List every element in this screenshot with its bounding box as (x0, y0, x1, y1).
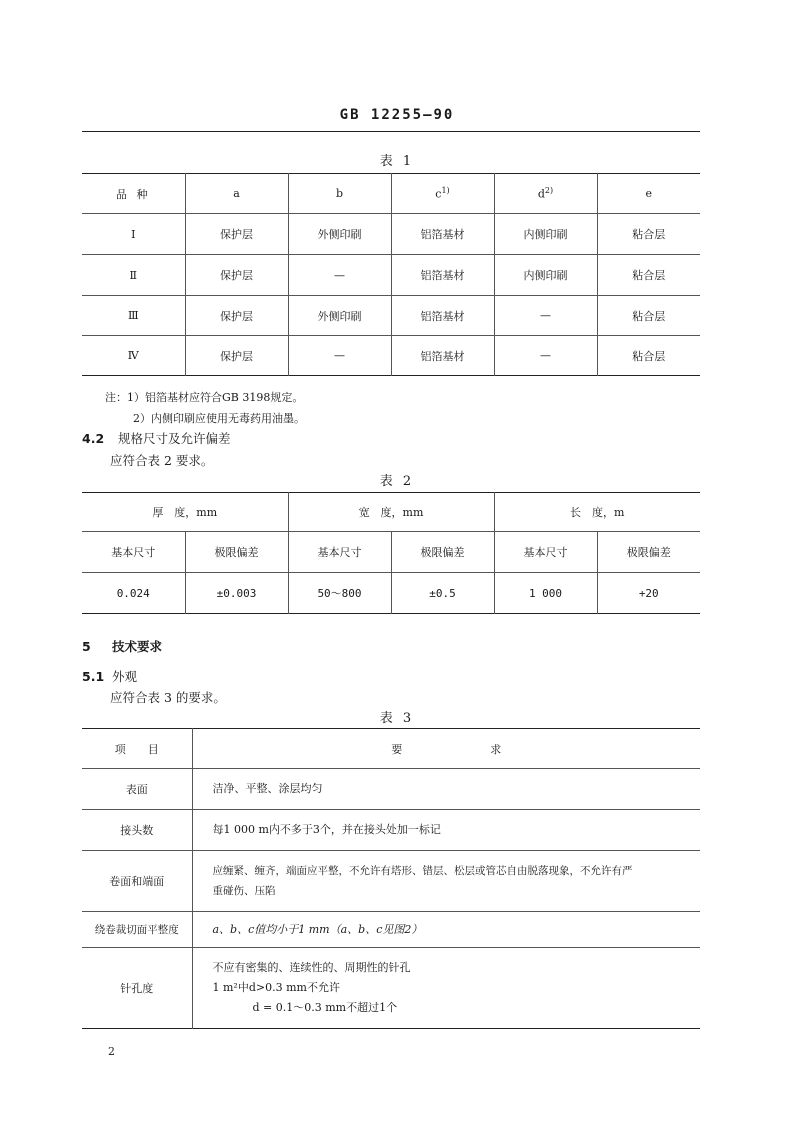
table-cell: Ⅰ (82, 214, 185, 255)
section-title: 外观 (112, 669, 138, 684)
table-cell: 卷面和端面 (82, 851, 192, 912)
table2-group-cell: 厚 度，mm (152, 506, 218, 519)
table-cell: — (494, 336, 597, 376)
table1-note-1: 注：1）铝箔基材应符合GB 3198规定。 (105, 391, 304, 404)
section-number: 5 (82, 639, 91, 654)
table1-header-cell: b (288, 174, 391, 214)
section-4-2-heading (82, 429, 231, 447)
table-row (82, 255, 700, 296)
requirement-line: 重碰伤、压陷 (212, 885, 276, 897)
table-cell: a、b、c值均小于1 mm（a、b、c见图2） (192, 912, 700, 948)
table1-header-cell: e (597, 174, 700, 214)
table-cell: ±0.003 (185, 573, 288, 614)
table2-subheader-cell: 基本尺寸 (494, 532, 597, 573)
table-cell: — (288, 255, 391, 296)
table1-header-row (82, 174, 700, 214)
table-cell: 保护层 (185, 336, 288, 376)
table-cell: 保护层 (185, 296, 288, 336)
table-cell: 粘合层 (597, 214, 700, 255)
table-row (82, 336, 700, 376)
table-cell: 保护层 (185, 255, 288, 296)
table2-subheader-cell: 极限偏差 (391, 532, 494, 573)
table-cell: Ⅲ (82, 296, 185, 336)
table-cell: 1 000 (494, 573, 597, 614)
table-cell: 洁净、平整、涂层均匀 (192, 769, 700, 810)
table1-note-2: 2）内侧印刷应使用无毒药用油墨。 (133, 412, 305, 425)
table2 (82, 492, 700, 614)
table1-header-cell: 品 种 (116, 187, 151, 201)
header-rule (82, 131, 700, 132)
table1-header-cell (494, 174, 597, 214)
section-5-heading (82, 637, 162, 655)
section-4-2-text: 应符合表 2 要求。 (110, 453, 214, 468)
table3-header-cell: 要 求 (192, 729, 700, 769)
header-label: c (435, 187, 442, 201)
table2-subheader-cell: 基本尺寸 (82, 532, 185, 573)
table-row (82, 573, 700, 614)
table-cell: 接头数 (82, 810, 192, 851)
table2-group-row (82, 493, 700, 532)
table2-subheader-row (82, 532, 700, 573)
standard-header: GB 12255—90 (339, 107, 455, 123)
table-cell: 粘合层 (597, 255, 700, 296)
table-cell (192, 851, 700, 912)
section-5-1-text: 应符合表 3 的要求。 (110, 690, 226, 705)
table-cell: +20 (597, 573, 700, 614)
table-row (82, 769, 700, 810)
table2-caption: 表 2 (379, 474, 415, 489)
table2-subheader-cell: 极限偏差 (185, 532, 288, 573)
requirement-line: 应缠紧、缠齐，端面应平整，不允许有塔形、错层、松层或管芯自由脱落现象，不允许有严 (212, 865, 633, 877)
table-row (82, 810, 700, 851)
table-cell: 外侧印刷 (288, 296, 391, 336)
page-number: 2 (108, 1045, 115, 1058)
section-title: 技术要求 (112, 639, 163, 654)
footnote-ref: 1) (441, 186, 450, 196)
table-cell: 粘合层 (597, 336, 700, 376)
requirement-line: 不应有密集的、连续性的、周期性的针孔 (212, 961, 411, 974)
requirement-line: d = 0.1～0.3 mm不超过1个 (252, 1001, 398, 1014)
table-cell: 0.024 (82, 573, 185, 614)
table-cell: Ⅱ (82, 255, 185, 296)
requirement-line: 1 m²中d>0.3 mm不允许 (212, 981, 340, 994)
table-cell (192, 948, 700, 1029)
section-number: 5.1 (82, 669, 105, 684)
table-cell: 表面 (82, 769, 192, 810)
table-cell: 铝箔基材 (391, 214, 494, 255)
table2-subheader-cell: 极限偏差 (597, 532, 700, 573)
table-cell: ±0.5 (391, 573, 494, 614)
table-cell: 铝箔基材 (391, 336, 494, 376)
table-cell: Ⅳ (82, 336, 185, 376)
section-number: 4.2 (82, 431, 105, 446)
table-cell: — (288, 336, 391, 376)
table2-group-cell: 长 度，m (494, 493, 700, 532)
table3 (82, 728, 700, 1029)
table-cell: 50～800 (288, 573, 391, 614)
table1-caption: 表 1 (379, 154, 415, 169)
table-row (82, 851, 700, 912)
table-cell: — (494, 296, 597, 336)
table-row (82, 296, 700, 336)
table1-header-cell: a (185, 174, 288, 214)
table-cell: 粘合层 (597, 296, 700, 336)
footnote-ref: 2) (544, 186, 554, 196)
table3-header-cell: 项 目 (114, 742, 159, 756)
section-title: 规格尺寸及允许偏差 (118, 431, 231, 446)
table-row (82, 948, 700, 1029)
table-cell: 每1 000 m内不多于3个，并在接头处加一标记 (192, 810, 700, 851)
table1-header-cell (391, 174, 494, 214)
table-row (82, 214, 700, 255)
table-cell: 内侧印刷 (494, 214, 597, 255)
table-cell: 内侧印刷 (494, 255, 597, 296)
table3-header-row (82, 729, 700, 769)
table-cell: 外侧印刷 (288, 214, 391, 255)
table3-caption: 表 3 (379, 711, 415, 726)
table1 (82, 173, 700, 376)
table-row (82, 912, 700, 948)
table2-group-cell: 宽 度，mm (288, 493, 494, 532)
table-cell: 针孔度 (82, 948, 192, 1029)
table2-subheader-cell: 基本尺寸 (288, 532, 391, 573)
table-cell: 铝箔基材 (391, 255, 494, 296)
table-cell: 保护层 (185, 214, 288, 255)
header-label: d (537, 187, 545, 201)
section-5-1-heading (82, 667, 137, 685)
table-cell: 铝箔基材 (391, 296, 494, 336)
table-cell: 绕卷裁切面平整度 (82, 912, 192, 948)
